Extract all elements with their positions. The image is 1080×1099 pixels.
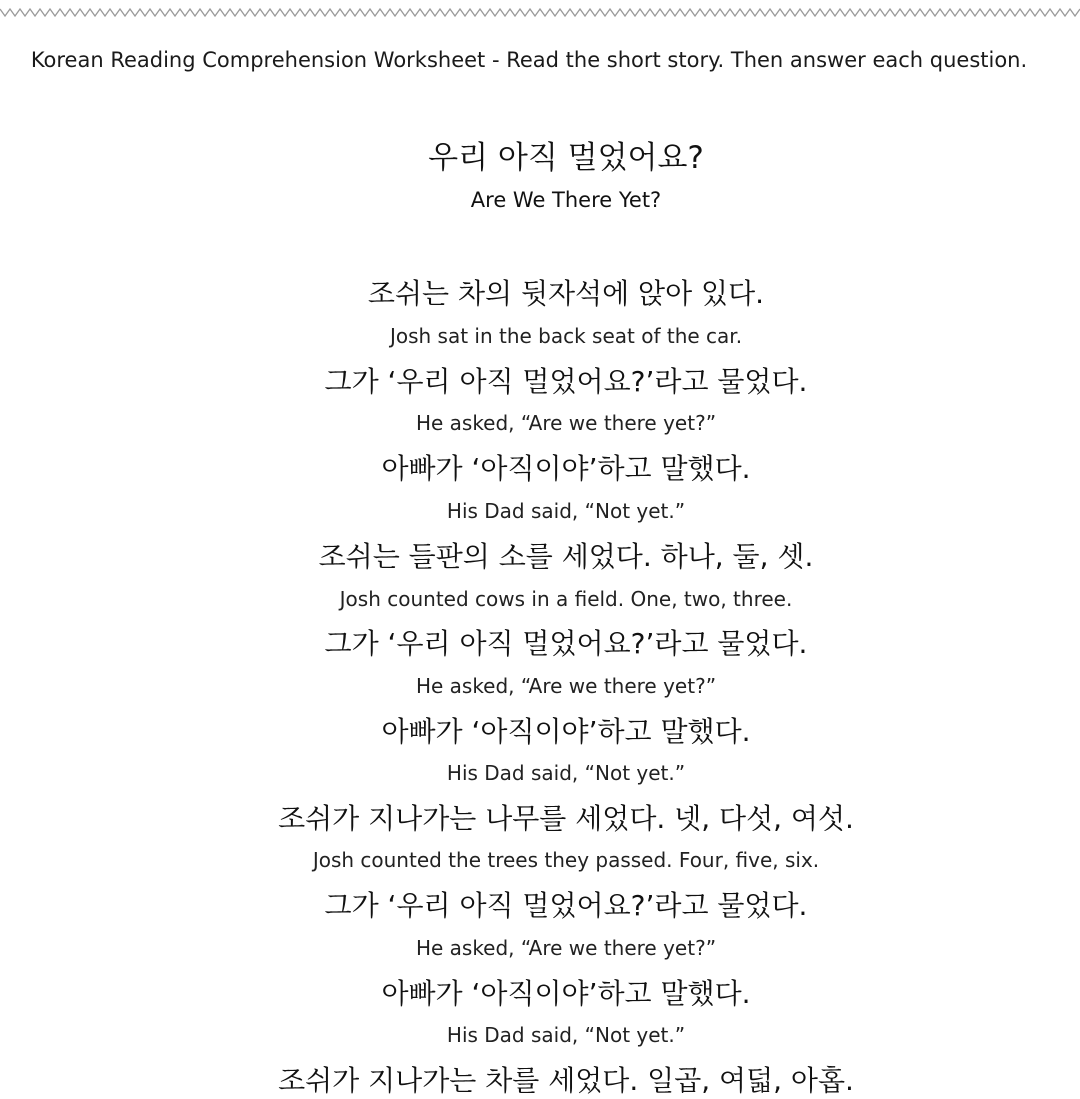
decorative-zigzag-border	[0, 6, 1080, 20]
story-line-korean: 조쉬는 들판의 소를 세었다. 하나, 둘, 셋.	[318, 540, 814, 573]
story-title-korean: 우리 아직 멀었어요?	[428, 140, 704, 176]
story-line-english: Josh sat in the back seat of the car.	[389, 324, 743, 348]
story-title-english: Are We There Yet?	[470, 188, 662, 212]
story-line-korean: 아빠가 ‘아직이야’하고 말했다.	[381, 452, 751, 485]
story-line-korean: 아빠가 ‘아직이야’하고 말했다.	[381, 977, 751, 1010]
story-line-korean: 그가 ‘우리 아직 멀었어요?’라고 물었다.	[324, 627, 808, 660]
story-line-english: He asked, “Are we there yet?”	[415, 674, 717, 698]
story-line-english: His Dad said, “Not yet.”	[446, 1023, 686, 1047]
story-line-english: He asked, “Are we there yet?”	[415, 411, 717, 435]
story-line-english: Josh counted the trees they passed. Four, five, six.	[312, 848, 820, 872]
worksheet-instructions: Korean Reading Comprehension Worksheet - Read the short story. Then answer each question.	[30, 48, 1028, 72]
story-line-korean: 조쉬가 지나가는 차를 세었다. 일곱, 여덟, 아홉.	[278, 1064, 854, 1097]
story-line-korean: 아빠가 ‘아직이야’하고 말했다.	[381, 715, 751, 748]
story-line-korean: 조쉬는 차의 뒷자석에 앉아 있다.	[367, 277, 765, 310]
story-line-korean: 그가 ‘우리 아직 멀었어요?’라고 물었다.	[324, 889, 808, 922]
story-line-english: Josh counted cows in a field. One, two, three.	[339, 587, 793, 611]
story-line-english: He asked, “Are we there yet?”	[415, 936, 717, 960]
story-line-korean: 그가 ‘우리 아직 멀었어요?’라고 물었다.	[324, 365, 808, 398]
story-line-english: His Dad said, “Not yet.”	[446, 499, 686, 523]
story-line-korean: 조쉬가 지나가는 나무를 세었다. 넷, 다섯, 여섯.	[278, 802, 854, 835]
story-line-english: His Dad said, “Not yet.”	[446, 761, 686, 785]
